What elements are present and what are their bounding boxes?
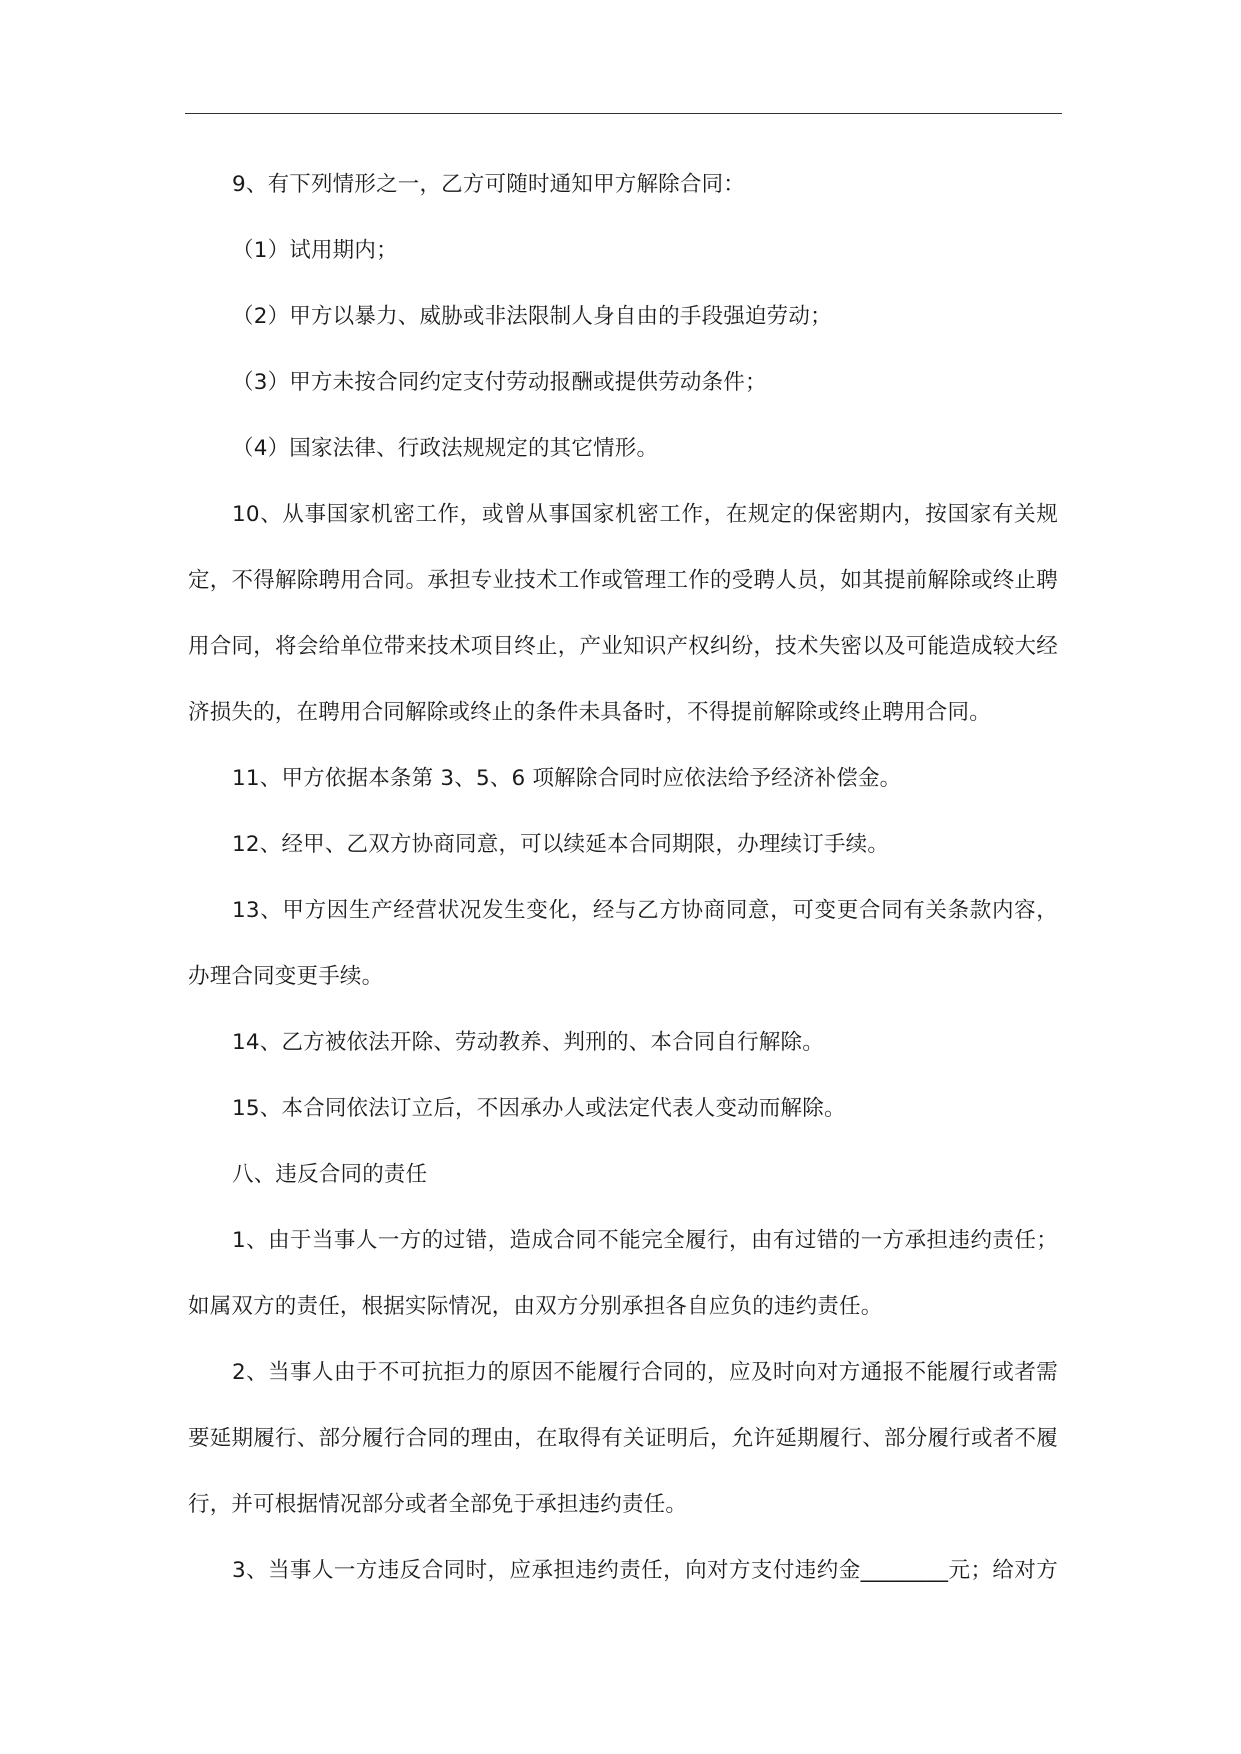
text-line: 用合同，将会给单位带来技术项目终止，产业知识产权纠纷，技术失密以及可能造成较大经: [188, 634, 1058, 659]
text-line: 要延期履行、部分履行合同的理由，在取得有关证明后，允许延期履行、部分履行或者不履: [188, 1426, 1058, 1451]
text-line: 定，不得解除聘用合同。承担专业技术工作或管理工作的受聘人员，如其提前解除或终止聘: [188, 568, 1058, 593]
text-line: （3）甲方未按合同约定支付劳动报酬或提供劳动条件；: [232, 370, 767, 395]
document-body: [188, 166, 1058, 1618]
text-line: 13、甲方因生产经营状况发生变化，经与乙方协商同意，可变更合同有关条款内容，: [232, 898, 1058, 923]
text-line: 2、当事人由于不可抗拒力的原因不能履行合同的，应及时向对方通报不能履行或者需: [232, 1360, 1058, 1385]
text-line: 如属双方的责任，根据实际情况，由双方分别承担各自应负的违约责任。: [188, 1294, 883, 1319]
text-line: 12、经甲、乙双方协商同意，可以续延本合同期限，办理续订手续。: [232, 832, 890, 857]
section-heading: 八、违反合同的责任: [232, 1162, 428, 1187]
text-line: （2）甲方以暴力、威胁或非法限制人身自由的手段强迫劳动；: [232, 304, 832, 329]
text-line: 14、乙方被依法开除、劳动教养、判刑的、本合同自行解除。: [232, 1030, 824, 1055]
text-line: 行，并可根据情况部分或者全部免于承担违约责任。: [188, 1492, 688, 1517]
text-line: 11、甲方依据本条第 3、5、6 项解除合同时应依法给予经济补偿金。: [232, 766, 902, 791]
text-line: 9、有下列情形之一，乙方可随时通知甲方解除合同：: [232, 172, 745, 197]
text-line: 办理合同变更手续。: [188, 964, 384, 989]
text-line: 3、当事人一方违反合同时，应承担违约责任，向对方支付违约金________元；给对方: [232, 1558, 1058, 1583]
text-line: 1、由于当事人一方的过错，造成合同不能完全履行，由有过错的一方承担违约责任；: [232, 1228, 1058, 1253]
text-line: 10、从事国家机密工作，或曾从事国家机密工作，在规定的保密期内，按国家有关规: [232, 502, 1058, 527]
text-line: （1）试用期内；: [232, 238, 398, 263]
header-rule: [185, 113, 1062, 114]
text-line: 15、本合同依法订立后，不因承办人或法定代表人变动而解除。: [232, 1096, 846, 1121]
text-line: （4）国家法律、行政法规规定的其它情形。: [232, 436, 659, 461]
text-line: 济损失的，在聘用合同解除或终止的条件未具备时，不得提前解除或终止聘用合同。: [188, 700, 991, 725]
